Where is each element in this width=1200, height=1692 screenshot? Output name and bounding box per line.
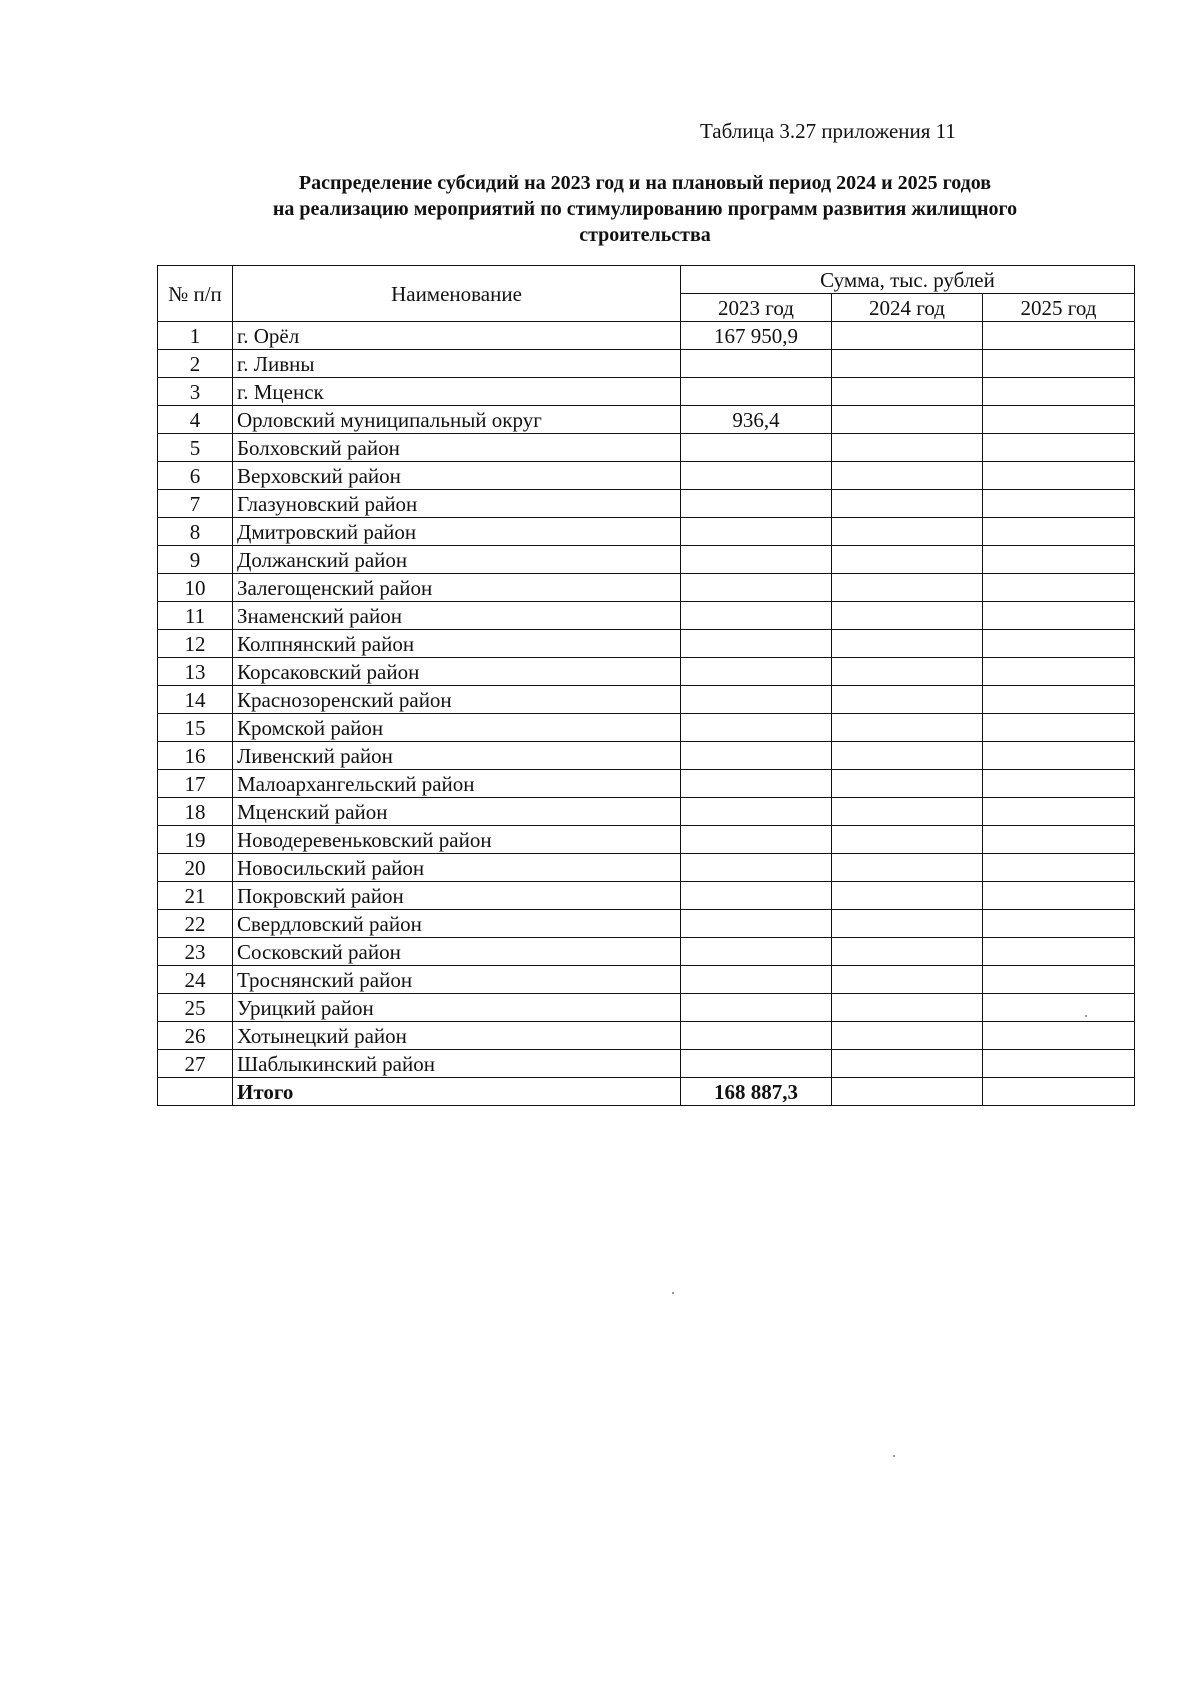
row-name: Кромской район [233,714,681,742]
row-name: Корсаковский район [233,658,681,686]
row-2023 [681,602,832,630]
row-num: 11 [158,602,233,630]
row-2024 [832,574,983,602]
row-2025 [983,882,1135,910]
row-2024 [832,910,983,938]
table-row [158,462,1135,490]
row-2023 [681,854,832,882]
row-num: 17 [158,770,233,798]
row-num: 27 [158,1050,233,1078]
header-name: Наименование [233,266,681,322]
table-row [158,770,1135,798]
header-sum: Сумма, тыс. рублей [681,266,1135,294]
row-2024 [832,518,983,546]
row-2024 [832,378,983,406]
row-2025 [983,854,1135,882]
table-row [158,602,1135,630]
row-2025 [983,966,1135,994]
table-row [158,910,1135,938]
title-line-3: строительства [579,224,711,246]
row-2024 [832,994,983,1022]
row-name: г. Мценск [233,378,681,406]
row-name: Болховский район [233,434,681,462]
row-name: Новосильский район [233,854,681,882]
row-name: Дмитровский район [233,518,681,546]
row-num: 10 [158,574,233,602]
row-name: Хотынецкий район [233,1022,681,1050]
row-num: 6 [158,462,233,490]
row-2023 [681,462,832,490]
row-2023 [681,826,832,854]
scan-speck [893,1455,895,1457]
header-year-2024: 2024 год [832,294,983,322]
row-2024 [832,490,983,518]
row-2024 [832,798,983,826]
row-2025 [983,602,1135,630]
row-2023 [681,770,832,798]
row-2023 [681,518,832,546]
row-2023 [681,350,832,378]
row-2024 [832,434,983,462]
table-row [158,658,1135,686]
row-2024 [832,714,983,742]
table-row [158,378,1135,406]
row-2023 [681,546,832,574]
row-name: г. Орёл [233,322,681,350]
title-line-2: на реализацию мероприятий по стимулированию программ развития жилищного [272,198,1018,220]
row-num: 22 [158,910,233,938]
row-2024 [832,938,983,966]
row-2023: 167 950,9 [681,322,832,350]
row-2025 [983,518,1135,546]
table-row [158,350,1135,378]
row-num: 3 [158,378,233,406]
row-name: Новодеревеньковский район [233,826,681,854]
row-2024 [832,854,983,882]
row-num: 16 [158,742,233,770]
row-2024 [832,546,983,574]
table-row [158,322,1135,350]
row-2025 [983,1050,1135,1078]
table-row [158,966,1135,994]
row-2025 [983,378,1135,406]
row-name: Малоархангельский район [233,770,681,798]
row-2024 [832,1050,983,1078]
row-2024 [832,602,983,630]
row-2023 [681,742,832,770]
row-name: Троснянский район [233,966,681,994]
row-num: 5 [158,434,233,462]
header-row-1 [158,266,1135,294]
row-2025 [983,434,1135,462]
annex-label: Таблица 3.27 приложения 11 [700,119,956,143]
total-2025 [983,1078,1135,1106]
row-2024 [832,1022,983,1050]
row-2025 [983,546,1135,574]
scan-speck [1085,1015,1087,1017]
row-2025 [983,1022,1135,1050]
row-2023 [681,574,832,602]
row-2023 [681,714,832,742]
row-2025 [983,322,1135,350]
row-2024 [832,322,983,350]
row-num: 1 [158,322,233,350]
table-row [158,574,1135,602]
table-row [158,546,1135,574]
row-num: 15 [158,714,233,742]
row-2025 [983,798,1135,826]
row-2023 [681,938,832,966]
row-name: Ливенский район [233,742,681,770]
row-2025 [983,462,1135,490]
row-2025 [983,910,1135,938]
table-row [158,686,1135,714]
row-name: Свердловский район [233,910,681,938]
row-2023 [681,378,832,406]
row-2023 [681,630,832,658]
table-row [158,1022,1135,1050]
header-year-2025: 2025 год [983,294,1135,322]
total-2024 [832,1078,983,1106]
row-num: 23 [158,938,233,966]
row-num: 2 [158,350,233,378]
table-row [158,882,1135,910]
row-2023 [681,1022,832,1050]
table-row [158,490,1135,518]
row-name: Орловский муниципальный округ [233,406,681,434]
row-name: Шаблыкинский район [233,1050,681,1078]
row-2025 [983,686,1135,714]
row-num: 12 [158,630,233,658]
row-2025 [983,826,1135,854]
row-2023: 936,4 [681,406,832,434]
row-2025 [983,350,1135,378]
table-row [158,798,1135,826]
row-name: Сосковский район [233,938,681,966]
row-2024 [832,462,983,490]
row-2024 [832,686,983,714]
row-2024 [832,406,983,434]
row-name: Должанский район [233,546,681,574]
row-name: Знаменский район [233,602,681,630]
row-2024 [832,742,983,770]
table-header [158,266,1135,322]
table-row [158,854,1135,882]
table-row [158,434,1135,462]
table-row [158,938,1135,966]
row-name: Мценский район [233,798,681,826]
table-footer [158,1078,1135,1106]
table-row [158,826,1135,854]
header-year-2023: 2023 год [681,294,832,322]
row-num: 26 [158,1022,233,1050]
row-num: 25 [158,994,233,1022]
row-name: Урицкий район [233,994,681,1022]
row-name: Залегощенский район [233,574,681,602]
row-name: Краснозоренский район [233,686,681,714]
row-name: Покровский район [233,882,681,910]
table-row [158,994,1135,1022]
row-2025 [983,658,1135,686]
header-num: № п/п [158,266,233,322]
table-row [158,1050,1135,1078]
row-2025 [983,630,1135,658]
row-num: 8 [158,518,233,546]
row-2023 [681,910,832,938]
row-num: 21 [158,882,233,910]
table-row [158,406,1135,434]
table-row [158,742,1135,770]
total-num-cell [158,1078,233,1106]
subsidy-table [157,265,1135,1106]
row-2025 [983,742,1135,770]
row-2025 [983,714,1135,742]
row-2025 [983,938,1135,966]
total-label: Итого [233,1078,681,1106]
row-2023 [681,882,832,910]
document-title [150,170,1140,248]
row-2024 [832,658,983,686]
row-num: 19 [158,826,233,854]
row-2024 [832,966,983,994]
row-num: 20 [158,854,233,882]
table-row [158,714,1135,742]
scan-speck [672,1292,674,1294]
row-2023 [681,1050,832,1078]
row-2023 [681,658,832,686]
row-name: Верховский район [233,462,681,490]
row-2025 [983,770,1135,798]
total-2023: 168 887,3 [681,1078,832,1106]
row-2023 [681,798,832,826]
row-2023 [681,994,832,1022]
row-name: г. Ливны [233,350,681,378]
total-row [158,1078,1135,1106]
row-num: 18 [158,798,233,826]
row-2025 [983,574,1135,602]
row-2024 [832,882,983,910]
row-2023 [681,966,832,994]
row-num: 9 [158,546,233,574]
row-num: 4 [158,406,233,434]
row-2023 [681,490,832,518]
row-2024 [832,770,983,798]
row-2024 [832,826,983,854]
title-line-1: Распределение субсидий на 2023 год и на плановый период 2024 и 2025 годов [298,172,992,194]
table-row [158,518,1135,546]
row-name: Колпнянский район [233,630,681,658]
row-2025 [983,490,1135,518]
row-2025 [983,406,1135,434]
table-row [158,630,1135,658]
row-name: Глазуновский район [233,490,681,518]
row-2023 [681,434,832,462]
row-2024 [832,630,983,658]
row-2024 [832,350,983,378]
row-num: 7 [158,490,233,518]
row-num: 14 [158,686,233,714]
row-num: 13 [158,658,233,686]
row-2023 [681,686,832,714]
row-num: 24 [158,966,233,994]
table-body [158,322,1135,1078]
row-2025 [983,994,1135,1022]
